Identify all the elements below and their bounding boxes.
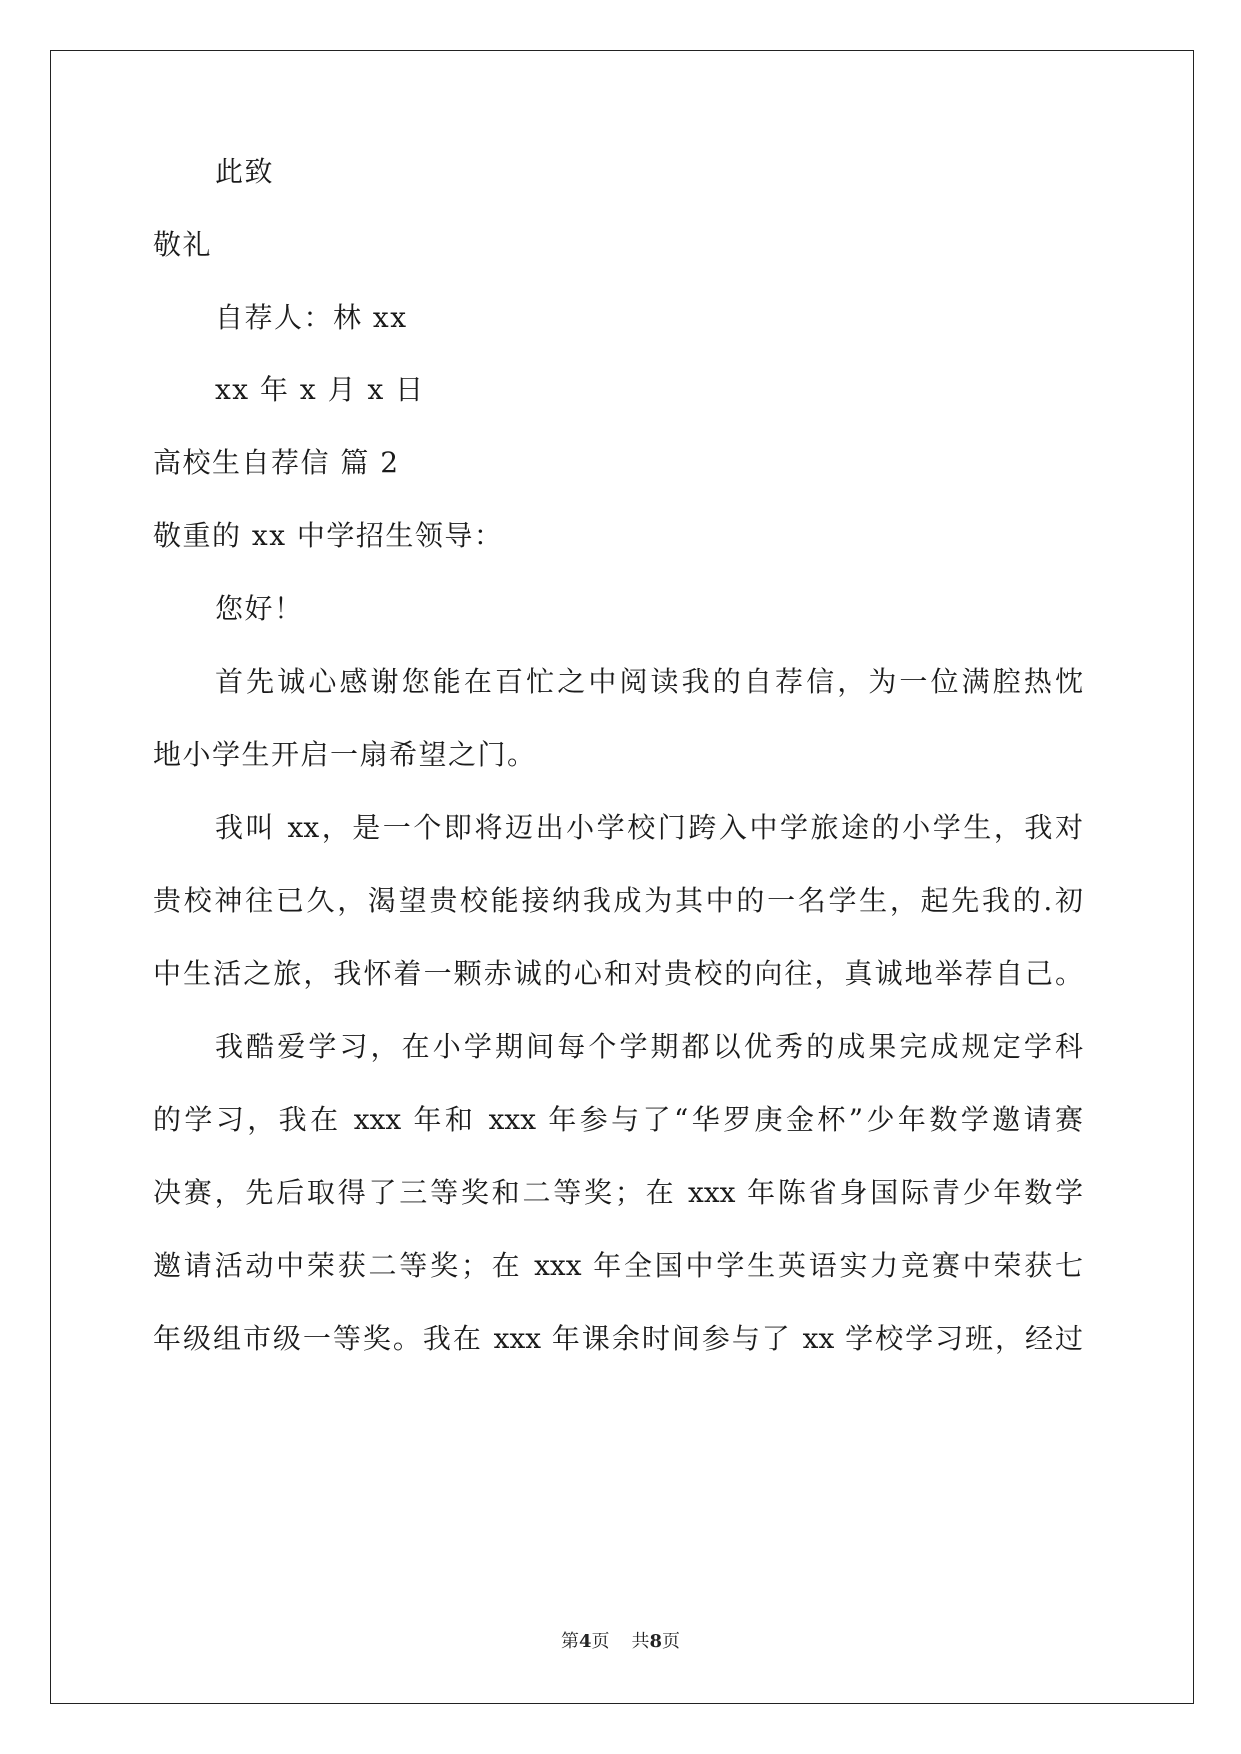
paragraph-line: 首先诚心感谢您能在百忙之中阅读我的自荐信，为一位满腔热忱 [215, 665, 1083, 698]
signature-line: 自荐人：林 xx [215, 301, 408, 334]
section-heading: 高校生自荐信 篇 2 [153, 446, 400, 479]
current-page-number: 4 [578, 1631, 592, 1652]
paragraph-line: 地小学生开启一扇希望之门。 [153, 738, 537, 771]
closing-regards: 敬礼 [153, 228, 213, 261]
footer-page-unit: 页 [591, 1631, 610, 1652]
footer-prefix: 第 [560, 1631, 579, 1652]
total-page-count: 8 [649, 1631, 663, 1652]
page-footer [0, 1630, 1241, 1654]
paragraph-line: 我叫 xx，是一个即将迈出小学校门跨入中学旅途的小学生，我对 [215, 811, 1083, 844]
paragraph-line: 贵校神往已久，渴望贵校能接纳我成为其中的一名学生，起先我的.初 [153, 884, 1083, 917]
paragraph-line: 邀请活动中荣获二等奖；在 xxx 年全国中学生英语实力竞赛中荣获七 [153, 1249, 1083, 1282]
footer-total-unit: 页 [662, 1631, 681, 1652]
closing-salutation: 此致 [215, 155, 275, 188]
paragraph-line: 中生活之旅，我怀着一颗赤诚的心和对贵校的向往，真诚地举荐自己。 [153, 957, 1083, 990]
date-line: xx 年 x 月 x 日 [215, 373, 425, 406]
footer-total-prefix: 共 [631, 1631, 650, 1652]
greeting: 您好！ [215, 592, 304, 625]
paragraph-line: 年级组市级一等奖。我在 xxx 年课余时间参与了 xx 学校学习班，经过 [153, 1322, 1083, 1355]
paragraph-line: 我酷爱学习，在小学期间每个学期都以优秀的成果完成规定学科 [215, 1030, 1083, 1063]
paragraph-line: 决赛，先后取得了三等奖和二等奖；在 xxx 年陈省身国际青少年数学 [153, 1176, 1083, 1209]
paragraph-line: 的学习，我在 xxx 年和 xxx 年参与了“华罗庚金杯”少年数学邀请赛 [153, 1103, 1083, 1136]
letter-recipient: 敬重的 xx 中学招生领导： [153, 519, 504, 552]
